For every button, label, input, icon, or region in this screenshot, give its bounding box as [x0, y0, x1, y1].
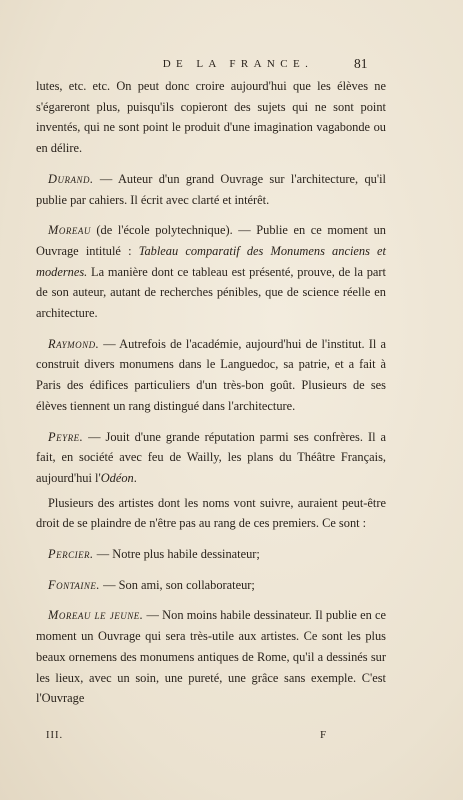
entry-text: — Jouit d'une grande réputation parmi ses confrères. Il a fait, en société avec feu de Wailly, les plans du Théâtre Français, aujourd'hui l' [36, 429, 386, 485]
paragraph-text: Plusieurs des artistes dont les noms vont suivre, auraient peut-être droit de se plaindre de n'être pas au rang de ces premiers. Ce sont : [36, 495, 386, 531]
entry-moreau [36, 220, 386, 324]
paragraph-continuation [36, 76, 386, 159]
entry-name: Durand. [48, 171, 94, 186]
entry-fontaine [36, 575, 386, 596]
paragraph-intro-list [36, 493, 386, 534]
entry-text: — Notre plus habile dessinateur; [93, 547, 260, 562]
paragraph-text: lutes, etc. etc. On peut donc croire aujourd'hui que les élèves ne s'égareront plus, puisqu'ils copieront des sujets qui ne sont point inventés, qui ne sont point le produit d'une imagination vagabonde ou en délire. [36, 79, 386, 156]
entry-name: Moreau [48, 223, 91, 238]
entry-name: Peyre. [48, 429, 84, 444]
page-number: 81 [354, 56, 368, 71]
entry-name: Moreau le jeune. [48, 608, 144, 623]
entry-name: Fontaine. [48, 577, 101, 592]
entry-peyre [36, 427, 386, 489]
entry-name: Percier. [48, 547, 94, 562]
entry-percier [36, 544, 386, 565]
entry-raymond [36, 334, 386, 417]
body-text [36, 76, 386, 709]
entry-text: (de l'école polytechnique). — Publie en ce moment un Ouvrage intitulé : [36, 223, 386, 258]
entry-text: — Autrefois de l'académie, aujourd'hui de l'institut. Il a construit divers monumens dans le Languedoc, sa patrie, et a fait à Paris des édifices particuliers d'un très-bon goût. Plusieurs de ses élèves tiennent un rang distingué dans l'architecture. [36, 336, 386, 413]
entry-text: — Son ami, son collaborateur; [100, 577, 255, 592]
entry-text: . [133, 470, 137, 485]
sheet-mark: F [320, 729, 327, 741]
entry-text: La manière dont ce tableau est présenté, prouve, de la part de son auteur, autant de recherches pénibles, que de science réelle en architecture. [36, 264, 386, 321]
entry-text: — Auteur d'un grand Ouvrage sur l'architecture, qu'il publie par cahiers. Il écrit avec clarté et intérêt. [36, 171, 386, 207]
entry-name: Raymond. [48, 336, 100, 351]
running-head: DE LA FRANCE. [162, 58, 314, 70]
entry-durand [36, 169, 386, 210]
work-title: Tableau comparatif des Monumens anciens et modernes. [36, 243, 387, 279]
signature-mark: III. [46, 730, 64, 741]
theatre-name: Odéon [100, 470, 134, 485]
entry-moreau-le-jeune [36, 605, 386, 709]
entry-text: — Non moins habile dessinateur. Il publie en ce moment un Ouvrage qui sera très-utile aux artistes. Ce sont les plus beaux ornemens des monumens antiques de Rome, qu'il a dessinés sur les lieux, avec un soin, une pureté, une grâce sans exemple. C'est l'Ouvrage [36, 608, 386, 706]
